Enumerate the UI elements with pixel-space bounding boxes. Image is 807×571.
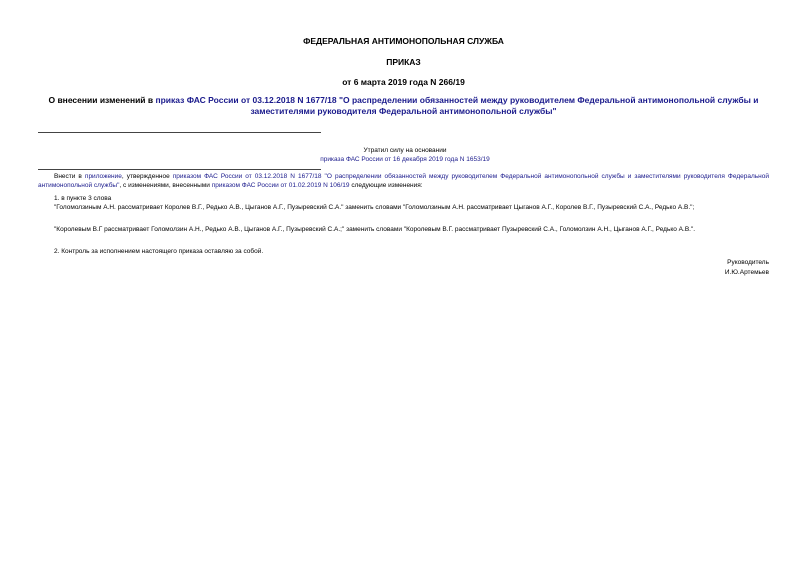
title-order-link[interactable]: приказ ФАС России от 03.12.2018 N 1677/18 "О распределении обязанностей между руководителем Федеральной антимонопольной службы и заместителями руководителя Федеральной антимонопольной службы": [155, 95, 759, 116]
p1-text-a: Внести в: [54, 173, 85, 180]
agency-name: ФЕДЕРАЛЬНАЯ АНТИМОНОПОЛЬНАЯ СЛУЖБА: [303, 36, 504, 46]
divider-top: [38, 132, 321, 133]
paragraph-item-1: 1. в пункте 3 слова: [54, 195, 112, 202]
p1-text-b: , утвержденное: [121, 173, 173, 180]
paragraph-replacement-1: "Голомолзиным А.Н. рассматривает Королев В.Г., Редько А.В., Цыганов А.Г., Пузыревский С.А." заменить словами "Голомолзиным А.Н. рассматривает Цыганов А.Г., Королев В.Г., Пузыревский С.А., Редько А.В.";: [54, 204, 695, 211]
document-date-number: от 6 марта 2019 года N 266/19: [342, 77, 465, 87]
document-type: ПРИКАЗ: [386, 57, 421, 67]
signature-name: И.Ю.Артемьев: [724, 269, 769, 276]
paragraph-item-2: 2. Контроль за исполнением настоящего приказа оставляю за собой.: [54, 248, 264, 255]
order-106-link[interactable]: приказом ФАС России от 01.02.2019 N 106/19: [211, 182, 350, 189]
p1-text-c: , с изменениями, внесенными: [119, 182, 212, 189]
signature-position: Руководитель: [727, 259, 769, 266]
revoked-note: Утратил силу на основании: [363, 147, 447, 154]
p1-text-d: следующие изменения:: [349, 182, 423, 189]
order-1677-link[interactable]: приказом ФАС России от 03.12.2018 N 1677/18 "О распределении обязанностей между руководителем Федеральной антимонопольной службы и заместителями руководителя Федеральной антимонопольной службы": [38, 173, 770, 189]
revoked-order-link[interactable]: приказа ФАС России от 16 декабря 2019 года N 1653/19: [320, 156, 490, 163]
paragraph-replacement-2: "Королевым В.Г рассматривает Голомолзин А.Н., Редько А.В., Цыганов А.Г., Пузыревский С.А.;" заменить словами "Королевым В.Г. рассматривает Пузыревский С.А., Голомолзин А.Н., Цыганов А.Г., Редько А.В.".: [54, 226, 696, 233]
divider-middle: [38, 169, 321, 170]
paragraph-intro: [38, 172, 769, 190]
appendix-link[interactable]: приложение: [84, 173, 122, 180]
document-title: [38, 95, 769, 117]
title-prefix: О внесении изменений в: [48, 95, 156, 105]
